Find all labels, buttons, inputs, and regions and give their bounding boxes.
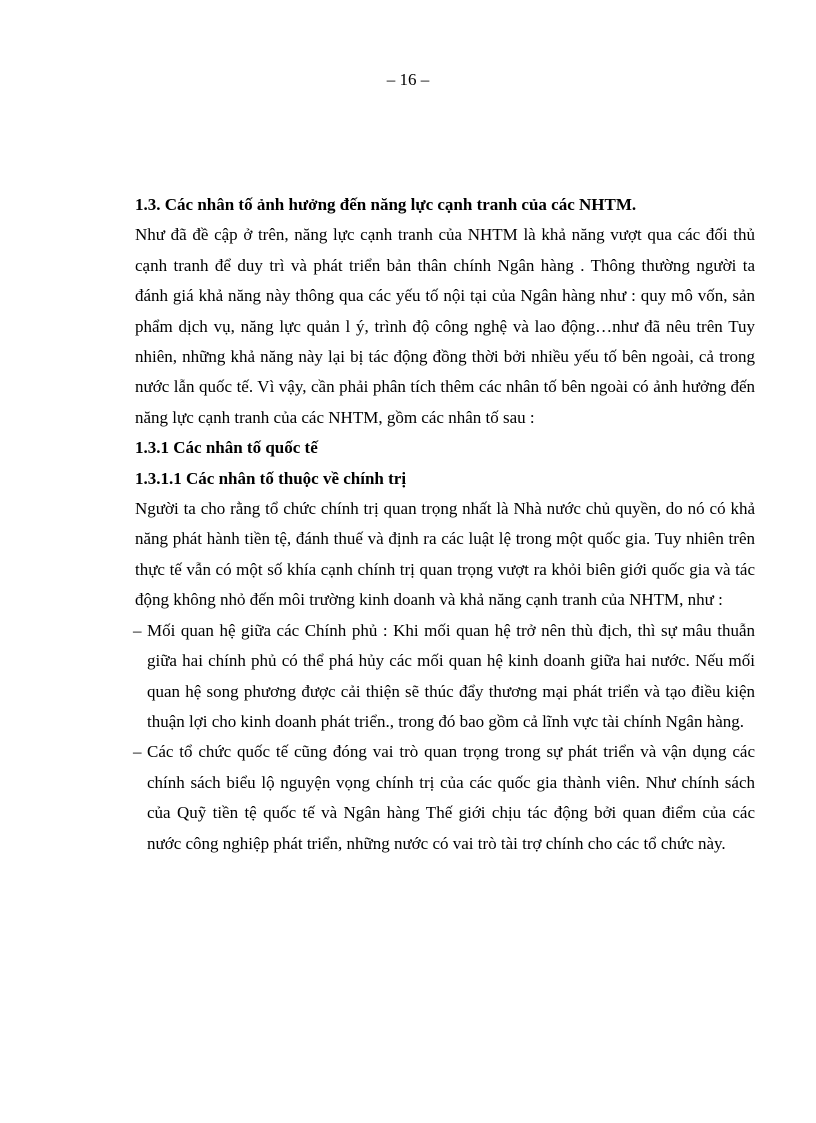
bullet-text: Mối quan hệ giữa các Chính phủ : Khi mối quan hệ trở nên thù địch, thì sự mâu thuẫn giữa hai chính phủ có thể phá hủy các mối quan hệ kinh doanh giữa hai nước. Nếu mối quan hệ song phương được cải thiện sẽ thúc đẩy thương mại phát triển và tạo điều kiện thuận lợi cho kinh doanh phát triển., trong đó bao gồm cả lĩnh vực tài chính Ngân hàng. bbox=[147, 620, 755, 731]
subsection-heading: 1.3.1 Các nhân tố quốc tế bbox=[135, 438, 318, 458]
intro-paragraph: Như đã đề cập ở trên, năng lực cạnh tranh của NHTM là khả năng vượt qua các đối thủ cạnh tranh để duy trì và phát triển bản thân chính Ngân hàng . Thông thường người ta đánh giá khả năng này thông qua các yếu tố nội tại của Ngân hàng như : quy mô vốn, sản phẩm dịch vụ, năng lực quản l ý, trình độ công nghệ và lao động…như đã nêu trên Tuy nhiên, những khả năng này lại bị tác động đồng thời bởi nhiều yếu tố bên ngoài, cả trong nước lẫn quốc tế. Vì vậy, cần phải phân tích thêm các nhân tố bên ngoài có ảnh hưởng đến năng lực cạnh tranh của các NHTM, gồm các nhân tố sau : bbox=[135, 225, 755, 427]
bullet-item bbox=[135, 737, 755, 859]
page-number: – 16 – bbox=[386, 70, 430, 89]
bullet-item bbox=[135, 616, 755, 738]
bullet-text: Các tổ chức quốc tế cũng đóng vai trò quan trọng trong sự phát triển và vận dụng các chính sách biểu lộ nguyện vọng chính trị của các quốc gia thành viên. Như chính sách của Quỹ tiền tệ quốc tế và Ngân hàng Thế giới chịu tác động bởi quan điểm của các nước công nghiệp phát triển, những nước có vai trò tài trợ chính cho các tổ chức này. bbox=[147, 742, 755, 853]
political-paragraph: Người ta cho rằng tổ chức chính trị quan trọng nhất là Nhà nước chủ quyền, do nó có khả năng phát hành tiền tệ, đánh thuế và định ra các luật lệ trong một quốc gia. Tuy nhiên trên thực tế vẫn có một số khía cạnh chính trị quan trọng vượt ra khỏi biên giới quốc gia và tác động không nhỏ đến môi trường kinh doanh và khả năng cạnh tranh của NHTM, như : bbox=[135, 499, 755, 610]
bullet-dash: – bbox=[133, 742, 142, 762]
document-body bbox=[135, 190, 755, 859]
bullet-dash: – bbox=[133, 620, 142, 640]
subsubsection-heading: 1.3.1.1 Các nhân tố thuộc về chính trị bbox=[135, 468, 407, 488]
section-heading: 1.3. Các nhân tố ảnh hưởng đến năng lực cạnh tranh của các NHTM. bbox=[135, 195, 637, 214]
